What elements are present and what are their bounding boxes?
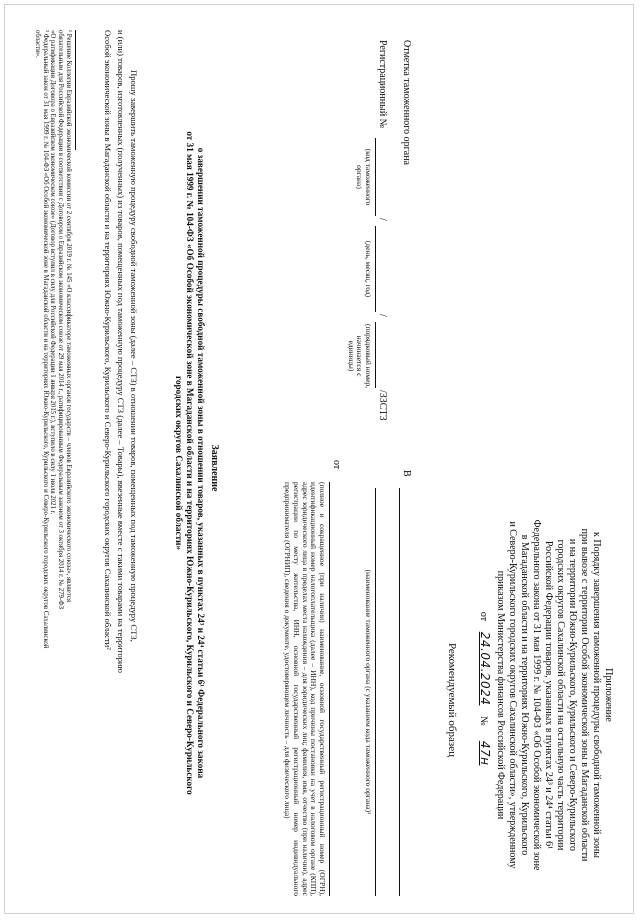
to-prefix: В bbox=[401, 470, 412, 477]
header-line: в Магаданской области и на территориях Южно-Курильского, Курильского bbox=[519, 534, 530, 856]
footnote-separator bbox=[75, 30, 76, 150]
footnote-line: «О ратификации Договора о Евразийском экономическом союзе» (Договор вступил в силу для Российской Федерации 1 января 2015 г.), вступило в силу 1 июля 2021 г. bbox=[49, 30, 57, 515]
order-from-label: от bbox=[478, 611, 489, 622]
header-line: Российской Федерации товаров, указанных в пунктах 24³ и 24⁴ статьи 6¹ bbox=[543, 540, 554, 850]
reg-seq-field bbox=[375, 322, 376, 388]
header-line: при вывозе с территории Особой экономической зоны в Магаданской области bbox=[579, 528, 590, 862]
subtitle-line: о завершении таможенной процедуры свободной таможенной зоны в отношении товаров, указанных в пунктах 24³ и 24⁴ статьи 6¹ Федерального закона bbox=[196, 147, 206, 779]
header-line: приказом Министерства финансов Российской Федерации bbox=[495, 570, 506, 820]
statement-subtitle bbox=[173, 30, 206, 896]
order-date-line bbox=[477, 500, 492, 890]
header-line: и на территории Южно-Курильского, Курильского и Северо-Курильского bbox=[567, 538, 578, 852]
footnotes bbox=[33, 30, 72, 896]
recommended-sample: Рекомендуемый образец bbox=[446, 642, 458, 758]
reg-slash-2: / bbox=[377, 314, 388, 317]
footnote-line: ¹ Решение Коллегии Евразийской экономической комиссии от 2 сентября 2019 г. № 145 «О классификаторе таможенных органов государств – членов Евразийского экономического союза», является bbox=[65, 30, 72, 603]
body-line: и (или) товаров, изготовленных (полученных) из товаров, помещенных под таможенную процедуру СТЗ (далее – Товары), ввезенные вместе с такими товарами на территорию bbox=[116, 30, 127, 673]
statement-body bbox=[101, 30, 140, 896]
registration-label: Регистрационный № bbox=[377, 40, 388, 129]
to-line-2 bbox=[375, 488, 376, 896]
header-line: городских округов Сахалинской области на остальную часть территории bbox=[555, 539, 566, 851]
header-line: и Северо-Курильского городских округов Сахалинской области», утвержденному bbox=[507, 521, 518, 869]
reg-suffix: /ЗЗСТЗ bbox=[377, 390, 388, 421]
order-number: 47н bbox=[478, 740, 492, 766]
footnote-line: области». bbox=[33, 30, 41, 58]
subtitle-line: городских округов Сахалинской области» bbox=[173, 376, 184, 550]
document-sheet bbox=[20, 20, 620, 900]
reg-date-field bbox=[375, 226, 376, 312]
to-line bbox=[399, 488, 400, 896]
body-line: Прошу завершить таможенную процедуру свободной таможенной зоны (далее – СТЗ) в отношении товаров, помещенных под таможенную процедуру СТЗ, bbox=[129, 70, 139, 642]
from-prefix: от bbox=[331, 460, 342, 470]
from-line bbox=[329, 482, 330, 896]
reg-slash-1: / bbox=[377, 218, 388, 221]
footnote-line: обязательным для Российской Федерации в соответствии с Договором о Евразийском экономическом союзе от 29 мая 2014 г., ратифицированным Федеральным законом от 3 октября 2014 г. № 279-ФЗ bbox=[57, 30, 65, 609]
reg-caption-date: (день, месяц, год) bbox=[364, 240, 373, 298]
appendix-title: Приложение bbox=[603, 668, 614, 722]
appendix-header bbox=[477, 500, 614, 890]
header-line: Федерального закона от 31 мая 1999 г. № 104-ФЗ «Об Особой экономической зоне bbox=[531, 519, 542, 871]
footnote-line: ² Федеральный закон от 31 мая 1999 г. № 104-ФЗ «Об Особой экономической зоне в Магаданской области и на территориях Южно-Курильского, Курильского и Северо-Курильского городских округов Сахалинской bbox=[41, 30, 49, 649]
reg-code-field bbox=[375, 138, 376, 216]
customs-mark-label: Отметка таможенного органа bbox=[401, 40, 412, 165]
subtitle-line: от 31 мая 1999 г. № 104-ФЗ «Об Особой экономической зоне в Магаданской области и на территориях Южно-Курильского, Курильского и Северо-Курильского bbox=[184, 131, 195, 795]
reg-caption-seq: (порядковый номер, начинается с единицы) bbox=[346, 323, 373, 389]
to-caption: (наименование таможенного органа (с указанием кода таможенного органа)¹ bbox=[364, 569, 373, 815]
order-no-label: № bbox=[478, 716, 489, 726]
order-date: 24.04.2024 bbox=[478, 631, 492, 706]
body-line: Особой экономической зоны в Магаданской области и на территориях Южно-Курильского, Курильского и Северо-Курильского городских округов Сахалинской области² bbox=[103, 30, 114, 650]
statement-title: Заявление bbox=[209, 444, 220, 492]
header-line: к Порядку завершения таможенной процедуры свободной таможенной зоны bbox=[591, 532, 602, 858]
from-caption: (полное и сокращенное (при наличии) наименование, основной государственный регистрационный номер (ОГРН), идентификационный номер налогоплательщика (далее – ИНН), код причины постановки на учет в налоговом органе (КПП), адрес юридического лица в пределах места нахождения – для юридических лиц; фамилия, имя, отчество (при наличии), адрес регистрации по месту жительства, ИНН, основной государственный регистрационный номер индивидуального предпринимателя (ОГРНИП), сведения о документе, удостоверяющем личность – для физического лица) bbox=[283, 482, 327, 896]
reg-caption-code: (код таможенного органа) bbox=[355, 148, 373, 206]
